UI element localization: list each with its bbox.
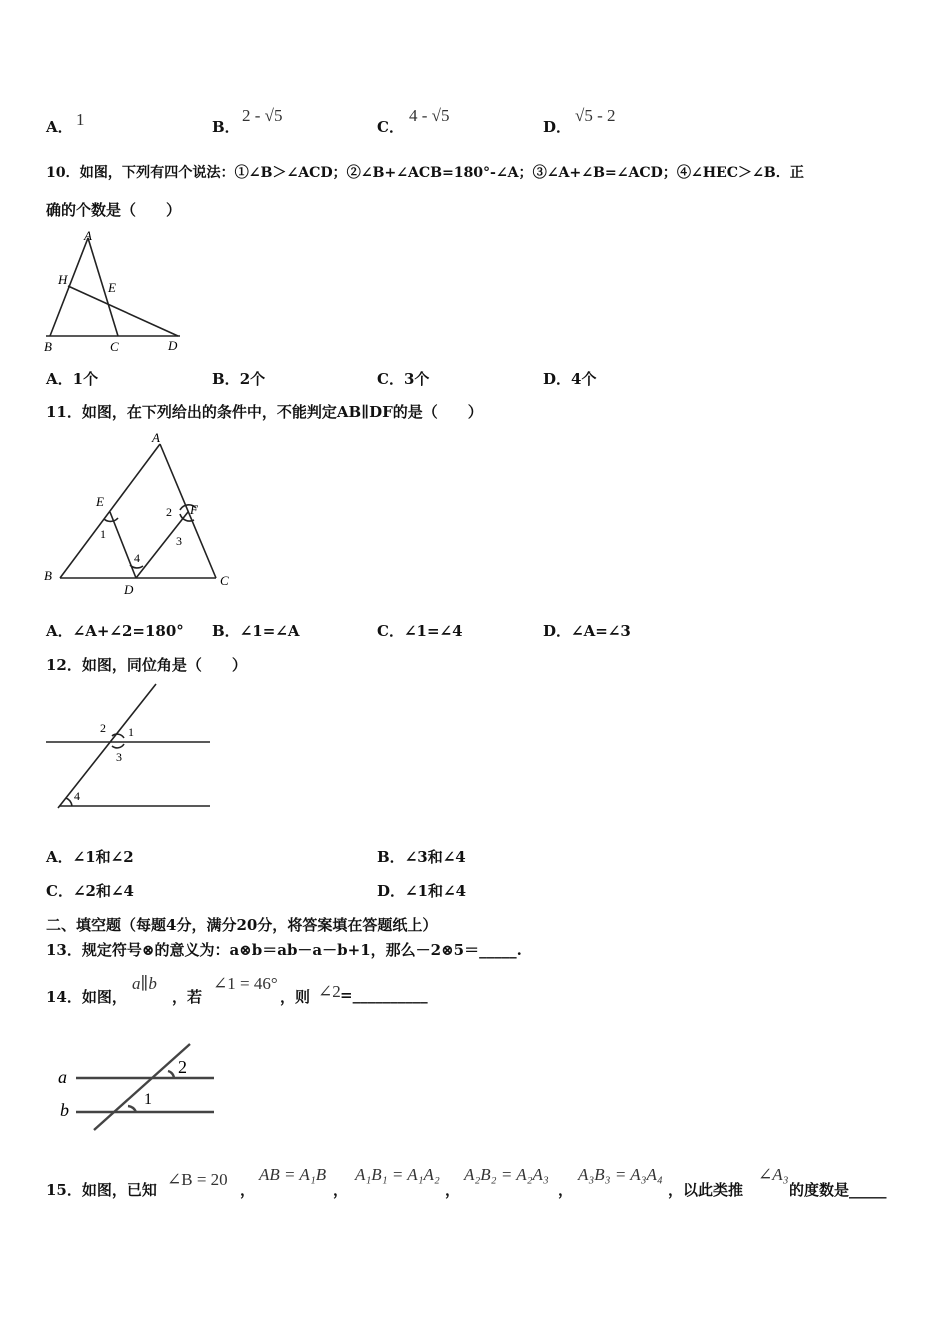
q15-condition-5: A₃B₃ = A₃A₄: [578, 1165, 663, 1184]
q11-label-f: F: [190, 502, 198, 517]
q12-figure: [40, 680, 220, 814]
q9-option-b-letter: B．: [212, 118, 240, 136]
q14-angle-1: 1: [144, 1091, 152, 1108]
q10-stem-line2: 确的个数是（ ）: [46, 201, 182, 219]
q11-angle-4: 4: [134, 551, 140, 565]
q11-option-b: B．∠1=∠A: [212, 622, 300, 640]
q9-option-b-value: 2 - √5: [242, 106, 283, 125]
q11-angle-1: 1: [100, 527, 106, 541]
q9-option-c-value: 4 - √5: [409, 106, 450, 125]
q11-option-d: D．∠A=∠3: [543, 622, 631, 640]
q10-option-b: B．2个: [212, 370, 266, 388]
q10-label-a: A: [84, 228, 92, 243]
q12-angle-2: 2: [100, 721, 106, 735]
q15-sep-4: ，: [558, 1181, 574, 1199]
q15-ask: ∠A₃: [758, 1165, 789, 1184]
q15-sep-1: ，: [240, 1181, 256, 1199]
q11-label-c: C: [220, 573, 229, 588]
q12-option-b: B．∠3和∠4: [377, 848, 466, 866]
q10-figure: [40, 228, 200, 356]
q14-then: ，则: [280, 988, 311, 1006]
q14-label-b: b: [60, 1100, 69, 1120]
q15-prefix: 15．如图，已知: [46, 1181, 157, 1199]
q15-sep-2: ，: [333, 1181, 349, 1199]
q12-option-d: D．∠1和∠4: [377, 882, 467, 900]
q9-option-c-letter: C．: [377, 118, 404, 136]
q11-option-c: C．∠1=∠4: [377, 622, 463, 640]
q14-label-a: a: [58, 1067, 67, 1087]
q14-answer-blank: =__________: [340, 986, 428, 1004]
q14-ask: ∠2: [318, 982, 341, 1001]
q11-angle-2: 2: [166, 505, 172, 519]
q10-label-c: C: [110, 339, 119, 354]
q14-figure: [56, 1040, 226, 1136]
q10-label-d: D: [168, 338, 178, 353]
q15-condition-3: A₁B₁ = A₁A₂: [355, 1165, 440, 1184]
q11-label-e: E: [96, 494, 104, 509]
q12-angle-1: 1: [128, 725, 134, 739]
q13-stem: 13．规定符号⊗的意义为：a⊗b＝ab－a－b+1，那么－2⊗5＝_____.: [46, 941, 522, 959]
q10-option-c: C．3个: [377, 370, 430, 388]
q10-option-d: D．4个: [543, 370, 597, 388]
q15-condition-4: A₂B₂ = A₂A₃: [464, 1165, 549, 1184]
q11-label-d: D: [124, 582, 134, 597]
q12-angle-4: 4: [74, 789, 80, 803]
q15-condition-1: ∠B = 20: [167, 1170, 228, 1189]
q10-label-b: B: [44, 339, 52, 354]
q15-condition-2: AB = A₁B: [259, 1165, 327, 1184]
q14-condition-angle: ∠1 = 46°: [213, 974, 278, 993]
q14-mid: ，若: [172, 988, 203, 1006]
q11-stem: 11．如图，在下列给出的条件中，不能判定AB∥DF的是（ ）: [46, 403, 483, 421]
q12-angle-3: 3: [116, 750, 122, 764]
q14-condition-parallel: a∥b: [132, 974, 157, 993]
q9-option-a-value: 1: [76, 110, 85, 129]
q12-stem: 12．如图，同位角是（ ）: [46, 656, 247, 674]
section-2-heading: 二、填空题（每题4分，满分20分，将答案填在答题纸上）: [46, 916, 438, 934]
q10-label-h: H: [58, 272, 68, 287]
q15-answer-blank: 的度数是_____: [789, 1181, 887, 1199]
q15-mid: ，以此类推: [668, 1181, 744, 1199]
q14-prefix: 14．如图，: [46, 988, 127, 1006]
q10-option-a: A．1个: [46, 370, 99, 388]
q15-sep-3: ，: [445, 1181, 461, 1199]
q12-option-a: A．∠1和∠2: [46, 848, 134, 866]
q14-angle-2: 2: [178, 1057, 187, 1077]
q9-option-d-value: √5 - 2: [575, 106, 616, 125]
q11-angle-3: 3: [176, 534, 182, 548]
q9-option-d-letter: D．: [543, 118, 572, 136]
q11-option-a: A．∠A+∠2=180°: [46, 622, 184, 640]
q9-option-a-letter: A．: [46, 118, 73, 136]
q12-option-c: C．∠2和∠4: [46, 882, 134, 900]
q10-label-e: E: [108, 280, 116, 295]
q11-label-b: B: [44, 568, 52, 583]
q11-figure: [40, 428, 240, 600]
q11-label-a: A: [152, 430, 160, 445]
q10-stem-line1: 10．如图，下列有四个说法：①∠B＞∠ACD；②∠B+∠ACB=180°-∠A；③∠A+∠B=∠ACD；④∠HEC＞∠B．正: [46, 165, 804, 181]
